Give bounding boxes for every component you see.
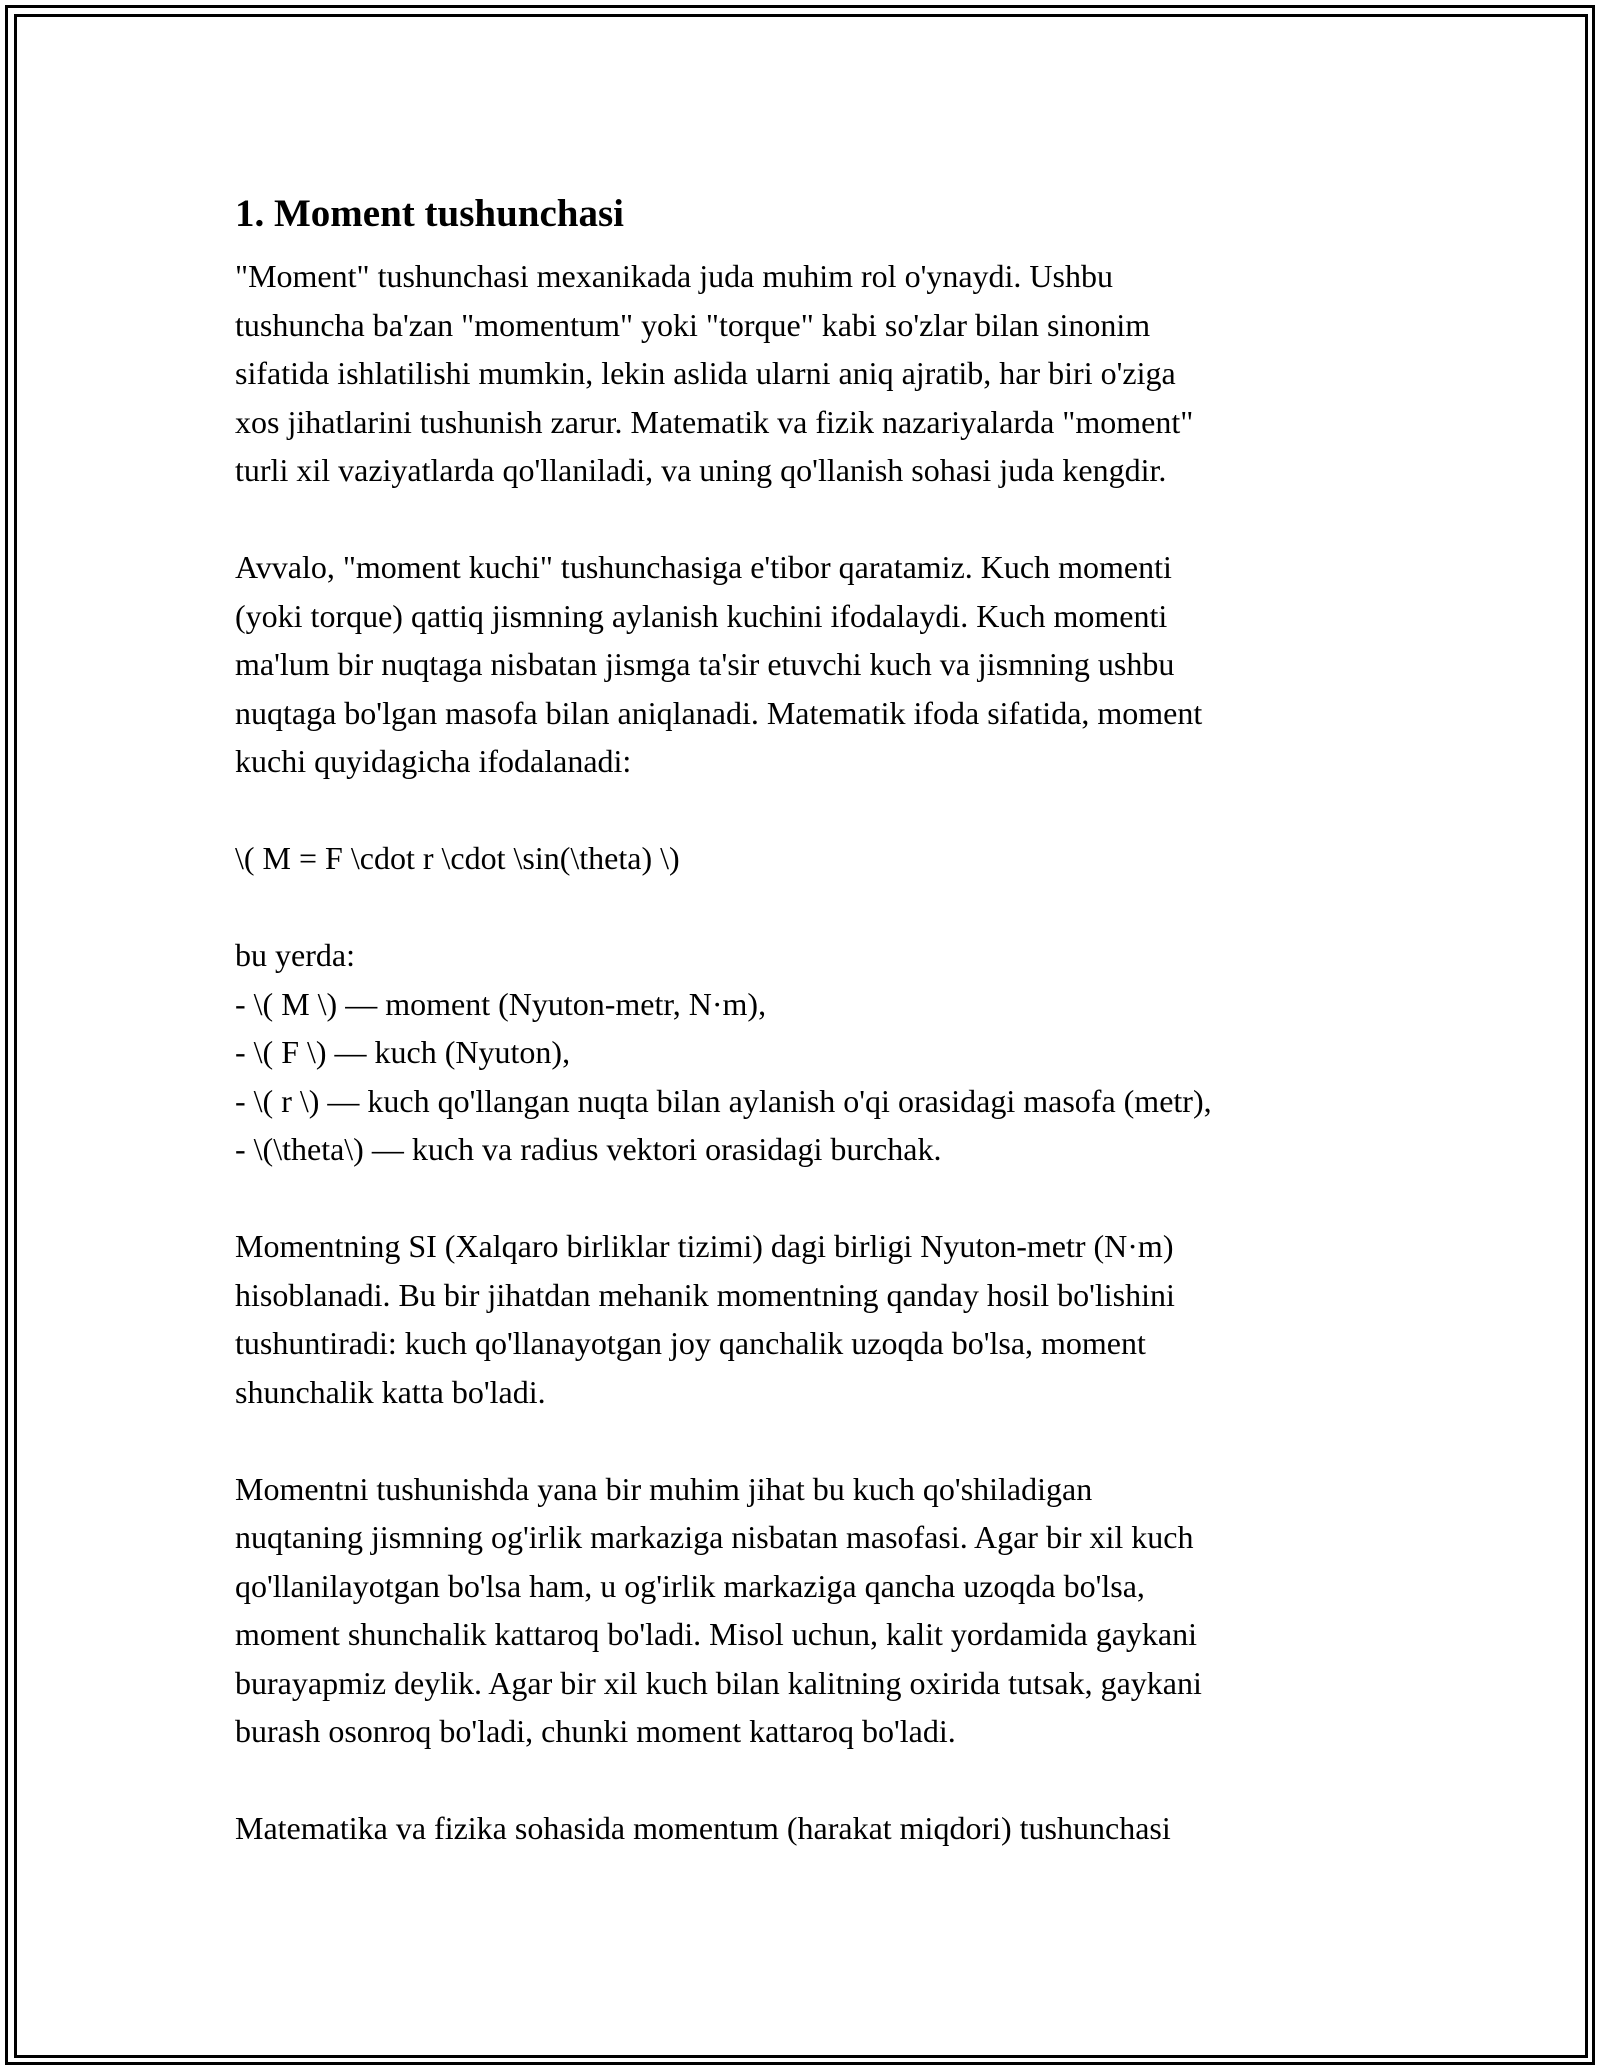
text-line: burash osonroq bo'ladi, chunki moment kattaroq bo'ladi.	[235, 1713, 956, 1749]
paragraph	[235, 252, 1365, 495]
paragraph	[235, 1465, 1365, 1756]
text-line: bu yerda:	[235, 937, 355, 973]
paragraph	[235, 1222, 1365, 1416]
text-line: hisoblanadi. Bu bir jihatdan mehanik momentning qanday hosil bo'lishini	[235, 1276, 1175, 1313]
text-line: \( M = F \cdot r \cdot \sin(\theta) \)	[235, 840, 680, 876]
text-line: - \( r \) — kuch qo'llangan nuqta bilan aylanish o'qi orasidagi masofa (metr),	[235, 1082, 1212, 1119]
text-line: nuqtaning jismning og'irlik markaziga nisbatan masofasi. Agar bir xil kuch	[235, 1519, 1194, 1555]
text-line: xos jihatlarini tushunish zarur. Matematik va fizik nazariyalarda "moment"	[235, 403, 1194, 440]
text-line: tushuntiradi: kuch qo'llanayotgan joy qanchalik uzoqda bo'lsa, moment	[235, 1325, 1146, 1361]
text-line: Momentning SI (Xalqaro birliklar tizimi) dagi birligi Nyuton-metr (N·m)	[235, 1228, 1174, 1264]
text-line: - \( F \) — kuch (Nyuton),	[235, 1034, 571, 1070]
text-line: moment shunchalik kattaroq bo'ladi. Misol uchun, kalit yordamida gaykani	[235, 1616, 1198, 1652]
text-line: qo'llanilayotgan bo'lsa ham, u og'irlik markaziga qancha uzoqda bo'lsa,	[235, 1567, 1145, 1604]
text-line: ma'lum bir nuqtaga nisbatan jismga ta'sir etuvchi kuch va jismning ushbu	[235, 646, 1175, 682]
section-heading: 1. Moment tushunchasi	[235, 192, 624, 235]
document-body	[235, 186, 1365, 1901]
text-line: - \( M \) — moment (Nyuton-metr, N·m),	[235, 985, 767, 1022]
paragraph	[235, 834, 1365, 883]
text-line: kuchi quyidagicha ifodalanadi:	[235, 743, 632, 779]
text-line: burayapmiz deylik. Agar bir xil kuch bilan kalitning oxirida tutsak, gaykani	[235, 1664, 1202, 1701]
text-line: - \(\theta\) — kuch va radius vektori orasidagi burchak.	[235, 1131, 942, 1167]
text-line: nuqtaga bo'lgan masofa bilan aniqlanadi. Matematik ifoda sifatida, moment	[235, 694, 1203, 731]
paragraph-list	[235, 252, 1365, 1853]
paragraph	[235, 931, 1365, 1174]
paragraph	[235, 1804, 1365, 1853]
text-line: tushuncha ba'zan "momentum" yoki "torque" kabi so'zlar bilan sinonim	[235, 306, 1151, 343]
text-line: shunchalik katta bo'ladi.	[235, 1373, 546, 1410]
text-line: Avvalo, "moment kuchi" tushunchasiga e'tibor qaratamiz. Kuch momenti	[235, 549, 1172, 585]
text-line: Matematika va fizika sohasida momentum (harakat miqdori) tushunchasi	[235, 1810, 1171, 1846]
text-line: Momentni tushunishda yana bir muhim jihat bu kuch qo'shiladigan	[235, 1470, 1093, 1507]
text-line: "Moment" tushunchasi mexanikada juda muhim rol o'ynaydi. Ushbu	[235, 258, 1113, 294]
paragraph	[235, 543, 1365, 786]
text-line: sifatida ishlatilishi mumkin, lekin aslida ularni aniq ajratib, har biri o'ziga	[235, 355, 1176, 391]
text-line: turli xil vaziyatlarda qo'llaniladi, va uning qo'llanish sohasi juda kengdir.	[235, 452, 1167, 488]
text-line: (yoki torque) qattiq jismning aylanish kuchini ifodalaydi. Kuch momenti	[235, 597, 1168, 634]
